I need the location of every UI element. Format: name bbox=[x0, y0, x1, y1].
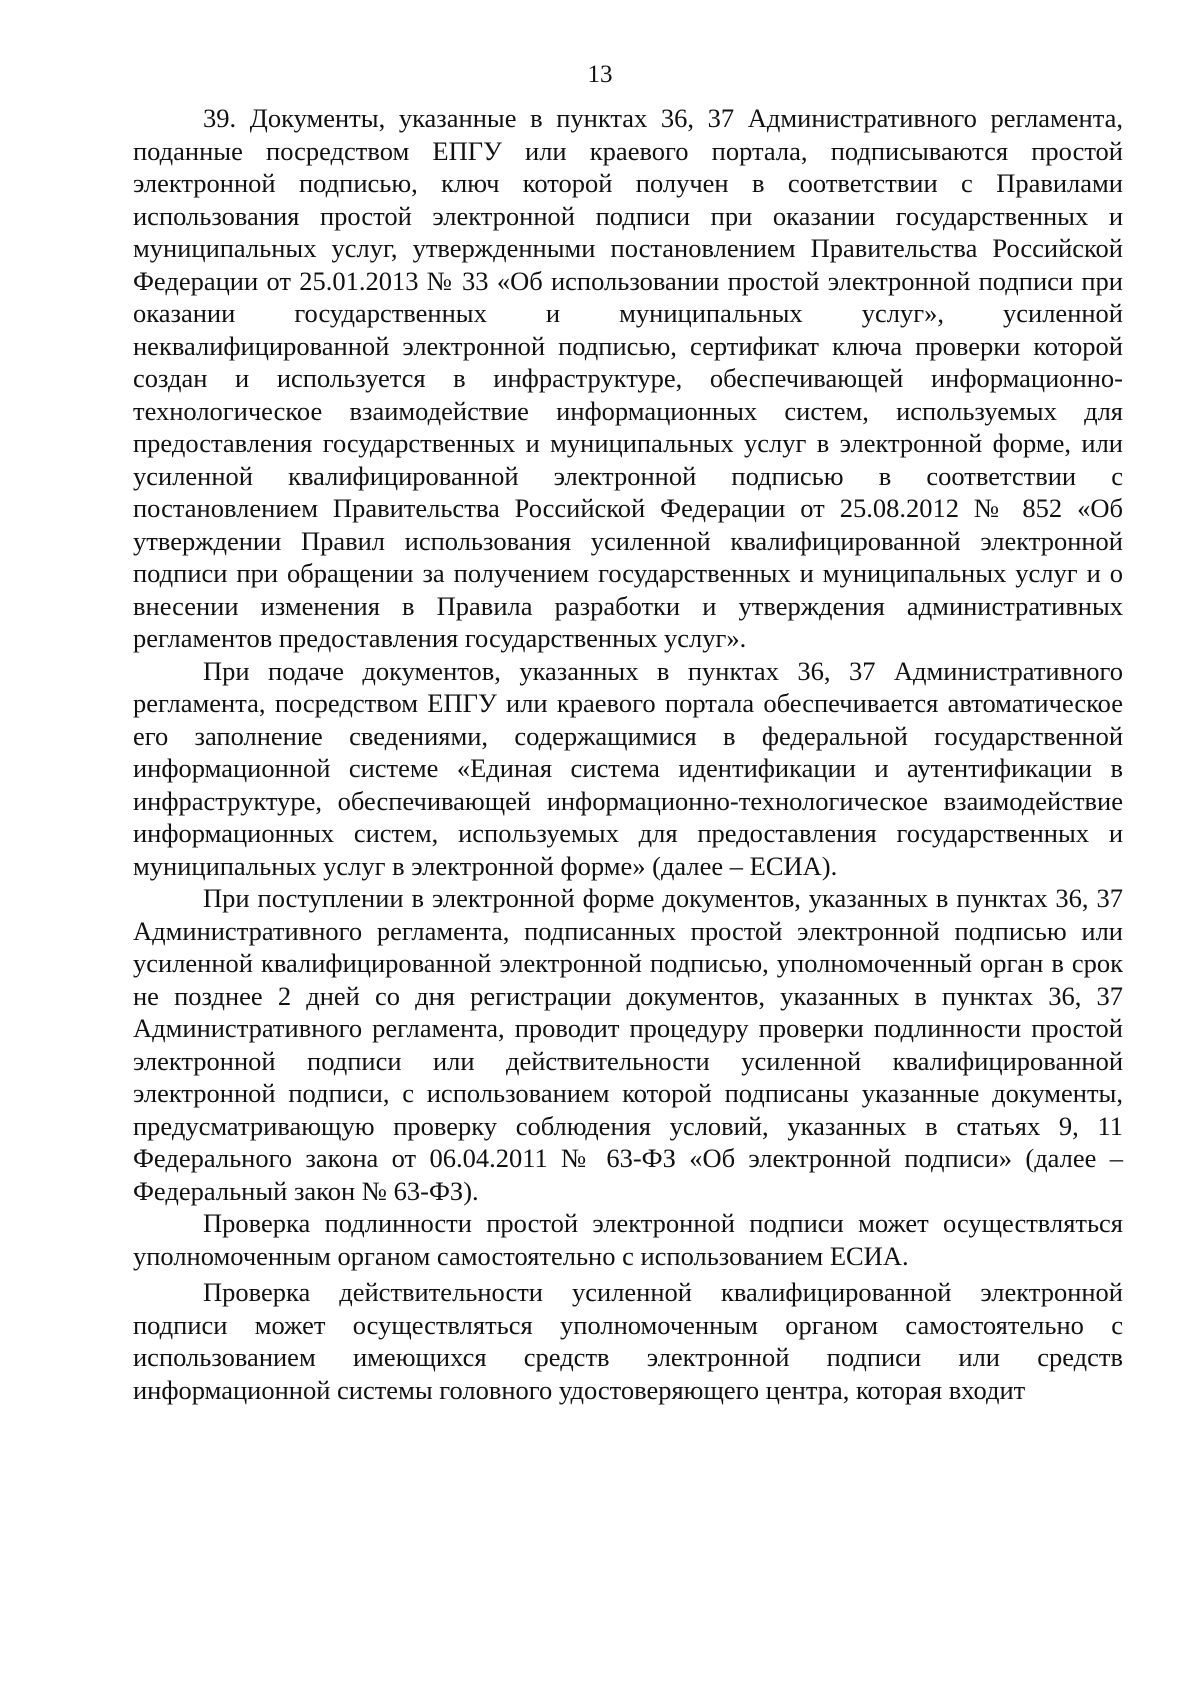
page-number: 13 bbox=[587, 61, 613, 88]
paragraph-39: 39. Документы, указанные в пунктах 36, 37 Административного регламента, поданные посредством ЕПГУ или краевого портала, подписываются простой электронной подписью, ключ которой получен в соответствии с Правилами использования простой электронной подписи при оказании государственных и муниципальных услуг, утвержденными постановлением Правительства Российской Федерации от 25.01.2013 № 33 «Об использовании простой электронной подписи при оказании государственных и муниципальных услуг», усиленной неквалифицированной электронной подписью, сертификат ключа проверки которой создан и используется в инфраструктуре, обеспечивающей информационно-технологическое взаимодействие информационных систем, используемых для предоставления государственных и муниципальных услуг в электронной форме, или усиленной квалифицированной электронной подписью в соответствии с постановлением Правительства Российской Федерации от 25.08.2012 № 852 «Об утверждении Правил использования усиленной квалифицированной электронной подписи при обращении за получением государственных и муниципальных услуг и о внесении изменения в Правила разработки и утверждения административных регламентов предоставления государственных услуг». bbox=[133, 103, 1123, 653]
paragraph-qualified-signature-check: Проверка действительности усиленной квалифицированной электронной подписи может осуществляться уполномоченным органом самостоятельно с использованием имеющихся средств электронной подписи или средств информационной системы головного удостоверяющего центра, которая входит bbox=[133, 1277, 1123, 1405]
paragraph-signature-verification: При поступлении в электронной форме документов, указанных в пунктах 36, 37 Административного регламента, подписанных простой электронной подписью или усиленной квалифицированной электронной подписью, уполномоченный орган в срок не позднее 2 дней со дня регистрации документов, указанных в пунктах 36, 37 Административного регламента, проводит процедуру проверки подлинности простой электронной подписи или действительности усиленной квалифицированной электронной подписи, с использованием которой подписаны указанные документы, предусматривающую проверку соблюдения условий, указанных в статьях 9, 11 Федерального закона от 06.04.2011 № 63-ФЗ «Об электронной подписи» (далее – Федеральный закон № 63-ФЗ). bbox=[133, 883, 1123, 1206]
document-body bbox=[133, 102, 1123, 1406]
paragraph-esia-autofill: При подаче документов, указанных в пунктах 36, 37 Административного регламента, посредством ЕПГУ или краевого портала обеспечивается автоматическое его заполнение сведениями, содержащимися в федеральной государственной информационной системе «Единая система идентификации и аутентификации в инфраструктуре, обеспечивающей информационно-технологическое взаимодействие информационных систем, используемых для предоставления государственных и муниципальных услуг в электронной форме» (далее – ЕСИА). bbox=[133, 655, 1123, 881]
paragraph-simple-signature-check: Проверка подлинности простой электронной подписи может осуществляться уполномоченным органом самостоятельно с использованием ЕСИА. bbox=[133, 1208, 1123, 1271]
